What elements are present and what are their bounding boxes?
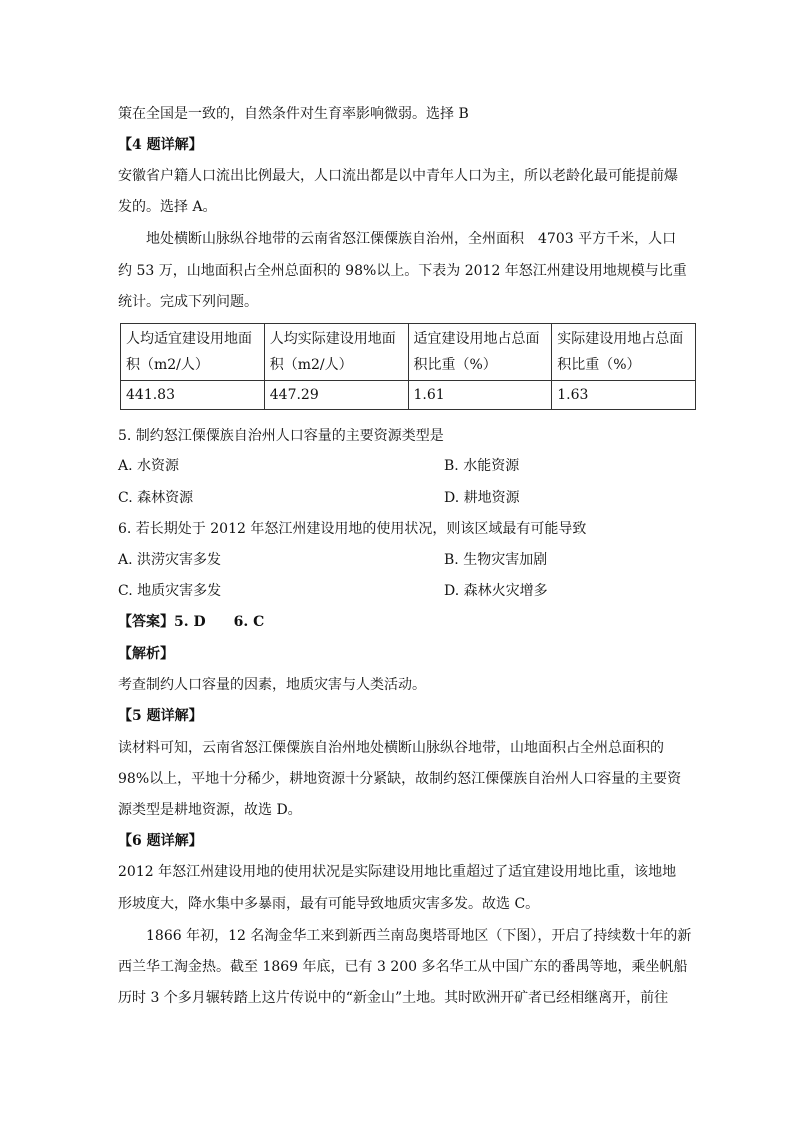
material-paragraph-line: 统计。完成下列问题。: [118, 294, 258, 310]
question-6-stem: 6. 若长期处于 2012 年怒江州建设用地的使用状况，则该区域最有可能导致: [118, 521, 587, 537]
table-cell: 1.61: [408, 381, 552, 410]
material-paragraph-line: 西兰华工淘金热。截至 1869 年底，已有 3 200 多名华工从中国广东的番禺等地，乘坐帆船: [118, 959, 688, 975]
paragraph-line: 发的。选择 A。: [118, 199, 217, 215]
question-5-stem: 5. 制约怒江傈僳族自治州人口容量的主要资源类型是: [118, 428, 444, 444]
material-paragraph-line: 约 53 万，山地面积占全州总面积的 98%以上。下表为 2012 年怒江州建设用地规模与比重: [118, 263, 687, 279]
material-paragraph-line: 地处横断山脉纵谷地带的云南省怒江傈僳族自治州，全州面积 4703 平方千米，人口: [146, 231, 677, 247]
material-paragraph-line: 历时 3 个多月辗转踏上这片传说中的“新金山”土地。其时欧洲开矿者已经相继离开，前往: [118, 990, 669, 1006]
question-6-option-a: A. 洪涝灾害多发: [118, 552, 222, 568]
table-cell: 447.29: [264, 381, 408, 410]
header-text: 人均实际建设用地面: [269, 331, 396, 347]
section-heading-q4-detail: 【4 题详解】: [118, 137, 203, 153]
table-row: [121, 381, 696, 410]
question-5-option-c: C. 森林资源: [118, 490, 194, 506]
land-use-table: [120, 323, 696, 410]
table-header-row: [121, 324, 696, 381]
section-heading-q5-detail: 【5 题详解】: [118, 708, 203, 724]
question-5-option-a: A. 水资源: [118, 458, 180, 474]
question-5-option-d: D. 耕地资源: [444, 490, 520, 506]
paragraph-line: 源类型是耕地资源，故选 D。: [118, 802, 302, 818]
section-heading-q6-detail: 【6 题详解】: [118, 833, 203, 849]
table-header-cell: [121, 324, 265, 381]
question-5-option-b: B. 水能资源: [444, 458, 520, 474]
answer-line: 【答案】5. D 6. C: [118, 614, 265, 630]
header-text: 积（m2/人）: [126, 357, 209, 373]
header-text: 积比重（%）: [557, 357, 641, 373]
header-text: 人均适宜建设用地面: [126, 331, 252, 347]
question-6-option-c: C. 地质灾害多发: [118, 583, 222, 599]
table-header-cell: [408, 324, 552, 381]
section-heading-analysis: 【解析】: [118, 646, 174, 662]
paragraph-line: 安徽省户籍人口流出比例最大，人口流出都是以中青年人口为主，所以老龄化最可能提前爆: [118, 168, 678, 184]
question-6-option-d: D. 森林火灾增多: [444, 583, 548, 599]
header-text: 积（m2/人）: [269, 357, 353, 373]
question-6-option-b: B. 生物灾害加剧: [444, 552, 548, 568]
header-text: 实际建设用地占总面: [557, 331, 684, 347]
material-paragraph-line: 1866 年初，12 名淘金华工来到新西兰南岛奥塔哥地区（下图），开启了持续数十年的新: [146, 928, 692, 944]
table-header-cell: [264, 324, 408, 381]
header-text: 适宜建设用地占总面: [413, 331, 540, 347]
table-cell: 1.63: [552, 381, 696, 410]
paragraph-line: 2012 年怒江州建设用地的使用状况是实际建设用地比重超过了适宜建设用地比重，该地地: [118, 864, 677, 880]
paragraph-line: 形坡度大，降水集中多暴雨，最有可能导致地质灾害多发。故选 C。: [118, 896, 540, 912]
table-header-cell: [552, 324, 696, 381]
paragraph-line: 考查制约人口容量的因素，地质灾害与人类活动。: [118, 677, 426, 693]
paragraph-line: 98%以上，平地十分稀少，耕地资源十分紧缺，故制约怒江傈僳族自治州人口容量的主要资: [118, 771, 682, 787]
paragraph-line: 读材料可知，云南省怒江傈僳族自治州地处横断山脉纵谷地带，山地面积占全州总面积的: [118, 740, 664, 756]
header-text: 积比重（%）: [413, 357, 497, 373]
paragraph-line: 策在全国是一致的，自然条件对生育率影响微弱。选择 B: [118, 106, 469, 122]
table-cell: 441.83: [121, 381, 265, 410]
